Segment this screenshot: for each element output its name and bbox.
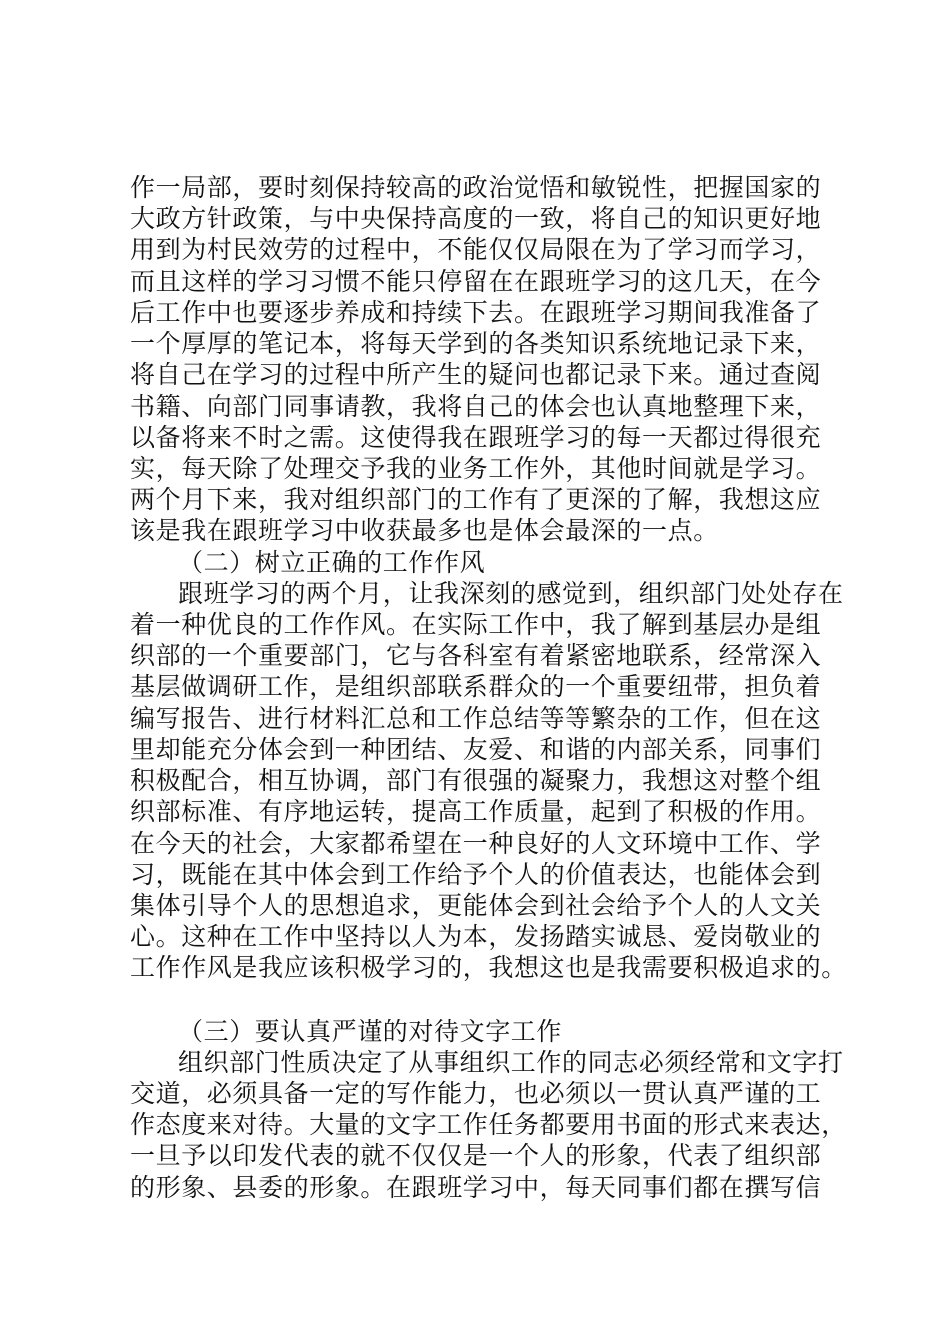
text-line: 大政方针政策，与中央保持高度的一致，将自己的知识更好地: [130, 204, 822, 233]
text-line: 里却能充分体会到一种团结、友爱、和谐的内部关系，同事们: [130, 735, 822, 764]
text-line: 用到为村民效劳的过程中，不能仅仅局限在为了学习而学习，: [130, 235, 822, 264]
text-line: 两个月下来，我对组织部门的工作有了更深的了解，我想这应: [130, 485, 822, 514]
text-line: 心。这种在工作中坚持以人为本，发扬踏实诚恳、爱岗敬业的: [130, 922, 822, 951]
text-line: 书籍、向部门同事请教，我将自己的体会也认真地整理下来，: [130, 392, 822, 421]
text-line: 作一局部，要时刻保持较高的政治觉悟和敏锐性，把握国家的: [130, 173, 822, 202]
text-line: 集体引导个人的思想追求，更能体会到社会给予个人的人文关: [130, 891, 822, 920]
text-line: 将自己在学习的过程中所产生的疑问也都记录下来。通过查阅: [130, 360, 822, 389]
text-line: 工作作风是我应该积极学习的，我想这也是我需要积极追求的。: [130, 953, 847, 982]
text-line: 织部的一个重要部门，它与各科室有着紧密地联系，经常深入: [130, 641, 822, 670]
section-heading-3: （三）要认真严谨的对待文字工作: [178, 1017, 563, 1046]
text-line: 基层做调研工作，是组织部联系群众的一个重要纽带，担负着: [130, 672, 822, 701]
text-line: 织部标准、有序地运转，提高工作质量，起到了积极的作用。: [130, 797, 822, 826]
text-line: 以备将来不时之需。这使得我在跟班学习的每一天都过得很充: [130, 423, 822, 452]
text-line: 着一种优良的工作作风。在实际工作中，我了解到基层办是组: [130, 610, 822, 639]
text-line: 作态度来对待。大量的文字工作任务都要用书面的形式来表达，: [130, 1110, 847, 1139]
text-line: 一个厚厚的笔记本，将每天学到的各类知识系统地记录下来，: [130, 329, 822, 358]
text-line: 在今天的社会，大家都希望在一种良好的人文环境中工作、学: [130, 829, 822, 858]
text-line: 习，既能在其中体会到工作给予个人的价值表达，也能体会到: [130, 860, 822, 889]
text-line: 一旦予以印发代表的就不仅仅是一个人的形象，代表了组织部: [130, 1141, 822, 1170]
text-line: 该是我在跟班学习中收获最多也是体会最深的一点。: [130, 516, 719, 545]
text-line: 跟班学习的两个月，让我深刻的感觉到，组织部门处处存在: [178, 579, 844, 608]
section-heading-2: （二）树立正确的工作作风: [178, 548, 486, 577]
text-line: 积极配合，相互协调，部门有很强的凝聚力，我想这对整个组: [130, 766, 822, 795]
text-line: 后工作中也要逐步养成和持续下去。在跟班学习期间我准备了: [130, 298, 822, 327]
text-line: 而且这样的学习习惯不能只停留在在跟班学习的这几天，在今: [130, 267, 822, 296]
text-line: 编写报告、进行材料汇总和工作总结等等繁杂的工作，但在这: [130, 704, 822, 733]
text-line: 实，每天除了处理交予我的业务工作外，其他时间就是学习。: [130, 454, 822, 483]
text-line: 组织部门性质决定了从事组织工作的同志必须经常和文字打: [178, 1048, 844, 1077]
text-line: 交道，必须具备一定的写作能力，也必须以一贯认真严谨的工: [130, 1079, 822, 1108]
text-line: 的形象、县委的形象。在跟班学习中，每天同事们都在撰写信: [130, 1173, 822, 1202]
